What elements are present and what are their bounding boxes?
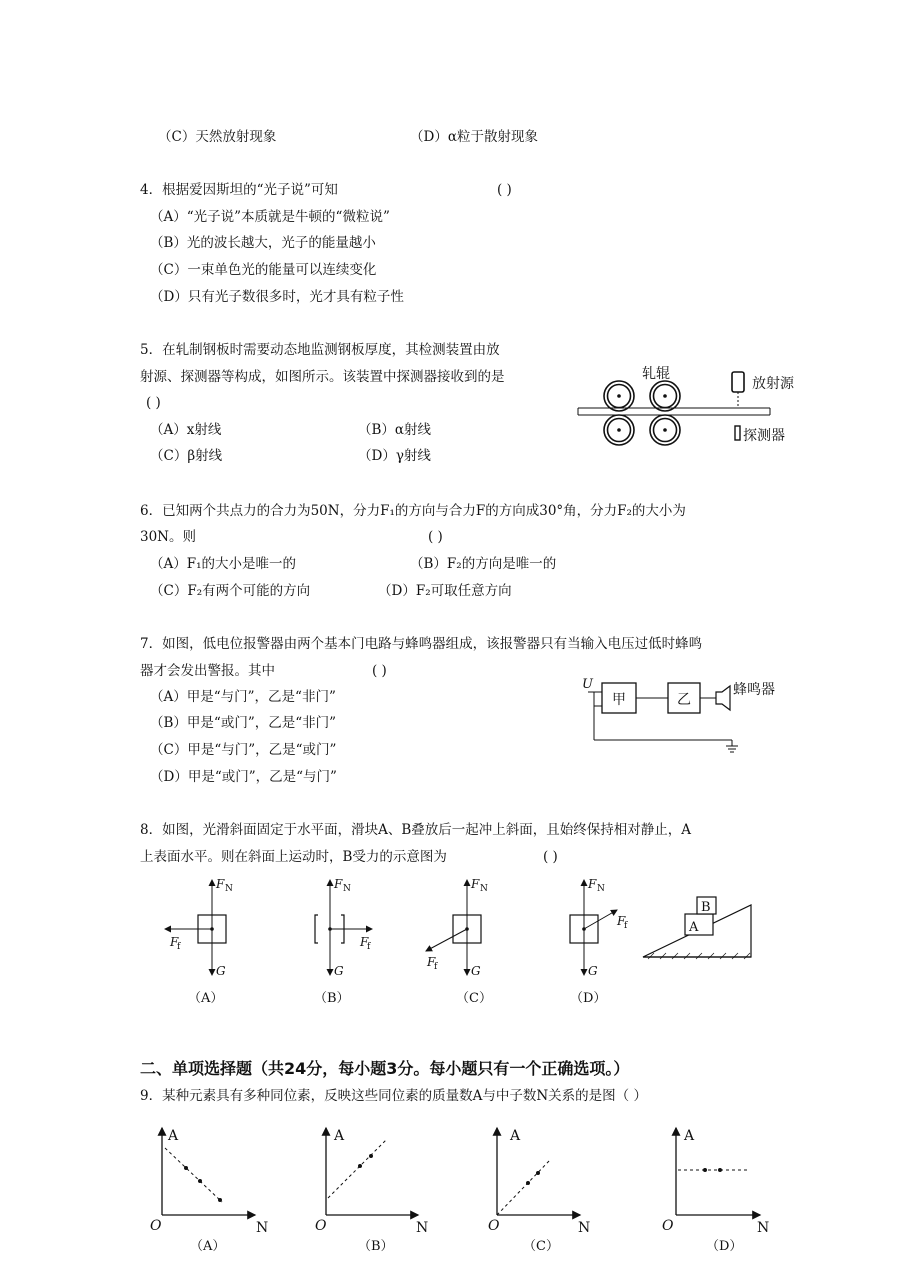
label-ff: F bbox=[617, 914, 626, 928]
graph-label-a: （A） bbox=[190, 1239, 226, 1254]
q6-option-d: （D）F₂可取任意方向 bbox=[378, 583, 512, 599]
q5-option-b: （B）α射线 bbox=[358, 422, 432, 438]
label-ff-sub: f bbox=[367, 942, 371, 952]
q7-option-c: （C）甲是“与门”，乙是“或门” bbox=[150, 742, 337, 758]
graph-label-c: （C） bbox=[523, 1239, 559, 1254]
q4-answer-paren: ( ) bbox=[497, 182, 512, 198]
label-ff: F bbox=[427, 955, 436, 969]
label-block-b: B bbox=[701, 900, 711, 915]
label-yi: 乙 bbox=[677, 692, 691, 708]
label-source: 放射源 bbox=[752, 376, 794, 392]
q3-option-d: （D）α粒于散射现象 bbox=[410, 129, 538, 145]
q4-option-d: （D）只有光子数很多时，光才具有粒子性 bbox=[150, 289, 404, 305]
q5-option-d: （D）γ射线 bbox=[358, 448, 431, 464]
axis-y-label: A bbox=[334, 1128, 345, 1144]
label-jia: 甲 bbox=[612, 692, 626, 708]
section-2-title: 二、单项选择题（共24分，每小题3分。每小题只有一个正确选项。） bbox=[140, 1059, 630, 1078]
axis-x-label: N bbox=[757, 1220, 770, 1236]
q5-stem-line2: 射源、探测器等构成，如图所示。该装置中探测器接收到的是 bbox=[140, 369, 505, 385]
q7-stem-line1: 7．如图，低电位报警器由两个基本门电路与蜂鸣器组成，该报警器只有当输入电压过低时蜂鸣 bbox=[140, 636, 703, 652]
label-detector: 探测器 bbox=[743, 428, 785, 444]
label-ff-sub: f bbox=[434, 962, 438, 972]
q8-stem-line1: 8．如图，光滑斜面固定于水平面，滑块A、B叠放后一起冲上斜面，且始终保持相对静止，A bbox=[140, 822, 692, 838]
axis-x-label: N bbox=[578, 1220, 591, 1236]
origin-label: O bbox=[488, 1218, 500, 1234]
q7-option-a: （A）甲是“与门”，乙是“非门” bbox=[150, 689, 336, 705]
q6-option-b: （B）F₂的方向是唯一的 bbox=[410, 556, 557, 572]
label-fn-sub: N bbox=[480, 884, 488, 894]
origin-label: O bbox=[662, 1218, 674, 1234]
q4-option-a: （A）“光子说”本质就是牛顿的“微粒说” bbox=[150, 209, 390, 225]
q8-answer-paren: ( ) bbox=[543, 849, 558, 865]
axis-y-label: A bbox=[684, 1128, 695, 1144]
origin-label: O bbox=[150, 1218, 162, 1234]
axis-y-label: A bbox=[168, 1128, 179, 1144]
label-fn: F bbox=[588, 877, 597, 891]
label-block-a: A bbox=[689, 920, 699, 935]
q4-option-c: （C）一束单色光的能量可以连续变化 bbox=[150, 262, 377, 278]
label-ff-sub: f bbox=[177, 942, 181, 952]
q6-option-a: （A）F₁的大小是唯一的 bbox=[150, 556, 297, 572]
q5-option-c: （C）β射线 bbox=[150, 448, 223, 464]
label-option-b: （B） bbox=[314, 991, 350, 1006]
label-u: U bbox=[582, 677, 593, 692]
axis-x-label: N bbox=[416, 1220, 429, 1236]
label-buzzer: 蜂鸣器 bbox=[733, 682, 775, 698]
axis-x-label: N bbox=[256, 1220, 269, 1236]
label-rollers: 轧辊 bbox=[642, 366, 670, 382]
graph-label-b: （B） bbox=[358, 1239, 394, 1254]
label-fn-sub: N bbox=[597, 884, 605, 894]
label-g: G bbox=[471, 964, 481, 978]
graph-b bbox=[315, 1128, 428, 1254]
q9-stem: 9．某种元素具有多种同位素，反映这些同位素的质量数A与中子数N关系的是图（ ） bbox=[140, 1088, 647, 1104]
label-g: G bbox=[334, 964, 344, 978]
label-fn: F bbox=[334, 877, 343, 891]
label-option-a: （A） bbox=[188, 991, 224, 1006]
origin-label: O bbox=[315, 1218, 327, 1234]
graph-label-d: （D） bbox=[706, 1239, 743, 1254]
q6-option-c: （C）F₂有两个可能的方向 bbox=[150, 583, 311, 599]
label-ff-sub: f bbox=[624, 921, 628, 931]
axis-y-label: A bbox=[510, 1128, 521, 1144]
label-g: G bbox=[588, 964, 598, 978]
q6-stem-line2: 30N。则 bbox=[140, 529, 196, 545]
q7-stem-line2: 器才会发出警报。其中 bbox=[140, 663, 275, 679]
graph-d bbox=[662, 1128, 769, 1254]
q6-stem-line1: 6．已知两个共点力的合力为50N，分力F₁的方向与合力F的方向成30°角，分力F₂的大小为 bbox=[140, 503, 686, 519]
label-option-c: （C） bbox=[456, 991, 492, 1006]
label-ff: F bbox=[360, 935, 369, 949]
q7-option-b: （B）甲是“或门”，乙是“非门” bbox=[150, 715, 337, 731]
label-option-d: （D） bbox=[570, 991, 607, 1006]
q4-stem: 4．根据爱因斯坦的“光子说”可知 bbox=[140, 182, 338, 198]
q5-answer-paren: ( ) bbox=[146, 395, 161, 411]
q6-answer-paren: ( ) bbox=[428, 529, 443, 545]
graph-a bbox=[150, 1128, 268, 1254]
label-fn: F bbox=[471, 877, 480, 891]
q5-option-a: （A）x射线 bbox=[150, 422, 222, 438]
label-fn-sub: N bbox=[225, 884, 233, 894]
label-fn: F bbox=[216, 877, 225, 891]
graph-c bbox=[488, 1128, 590, 1254]
q5-stem-line1: 5．在轧制钢板时需要动态地监测钢板厚度，其检测装置由放 bbox=[140, 342, 500, 358]
label-ff: F bbox=[170, 935, 179, 949]
label-g: G bbox=[216, 964, 226, 978]
q7-answer-paren: ( ) bbox=[372, 663, 387, 679]
q3-option-c: （C）天然放射现象 bbox=[158, 129, 277, 145]
label-fn-sub: N bbox=[343, 884, 351, 894]
q7-option-d: （D）甲是“或门”，乙是“与门” bbox=[150, 769, 337, 785]
q4-option-b: （B）光的波长越大，光子的能量越小 bbox=[150, 235, 376, 251]
q8-stem-line2: 上表面水平。则在斜面上运动时，B受力的示意图为 bbox=[140, 849, 447, 865]
